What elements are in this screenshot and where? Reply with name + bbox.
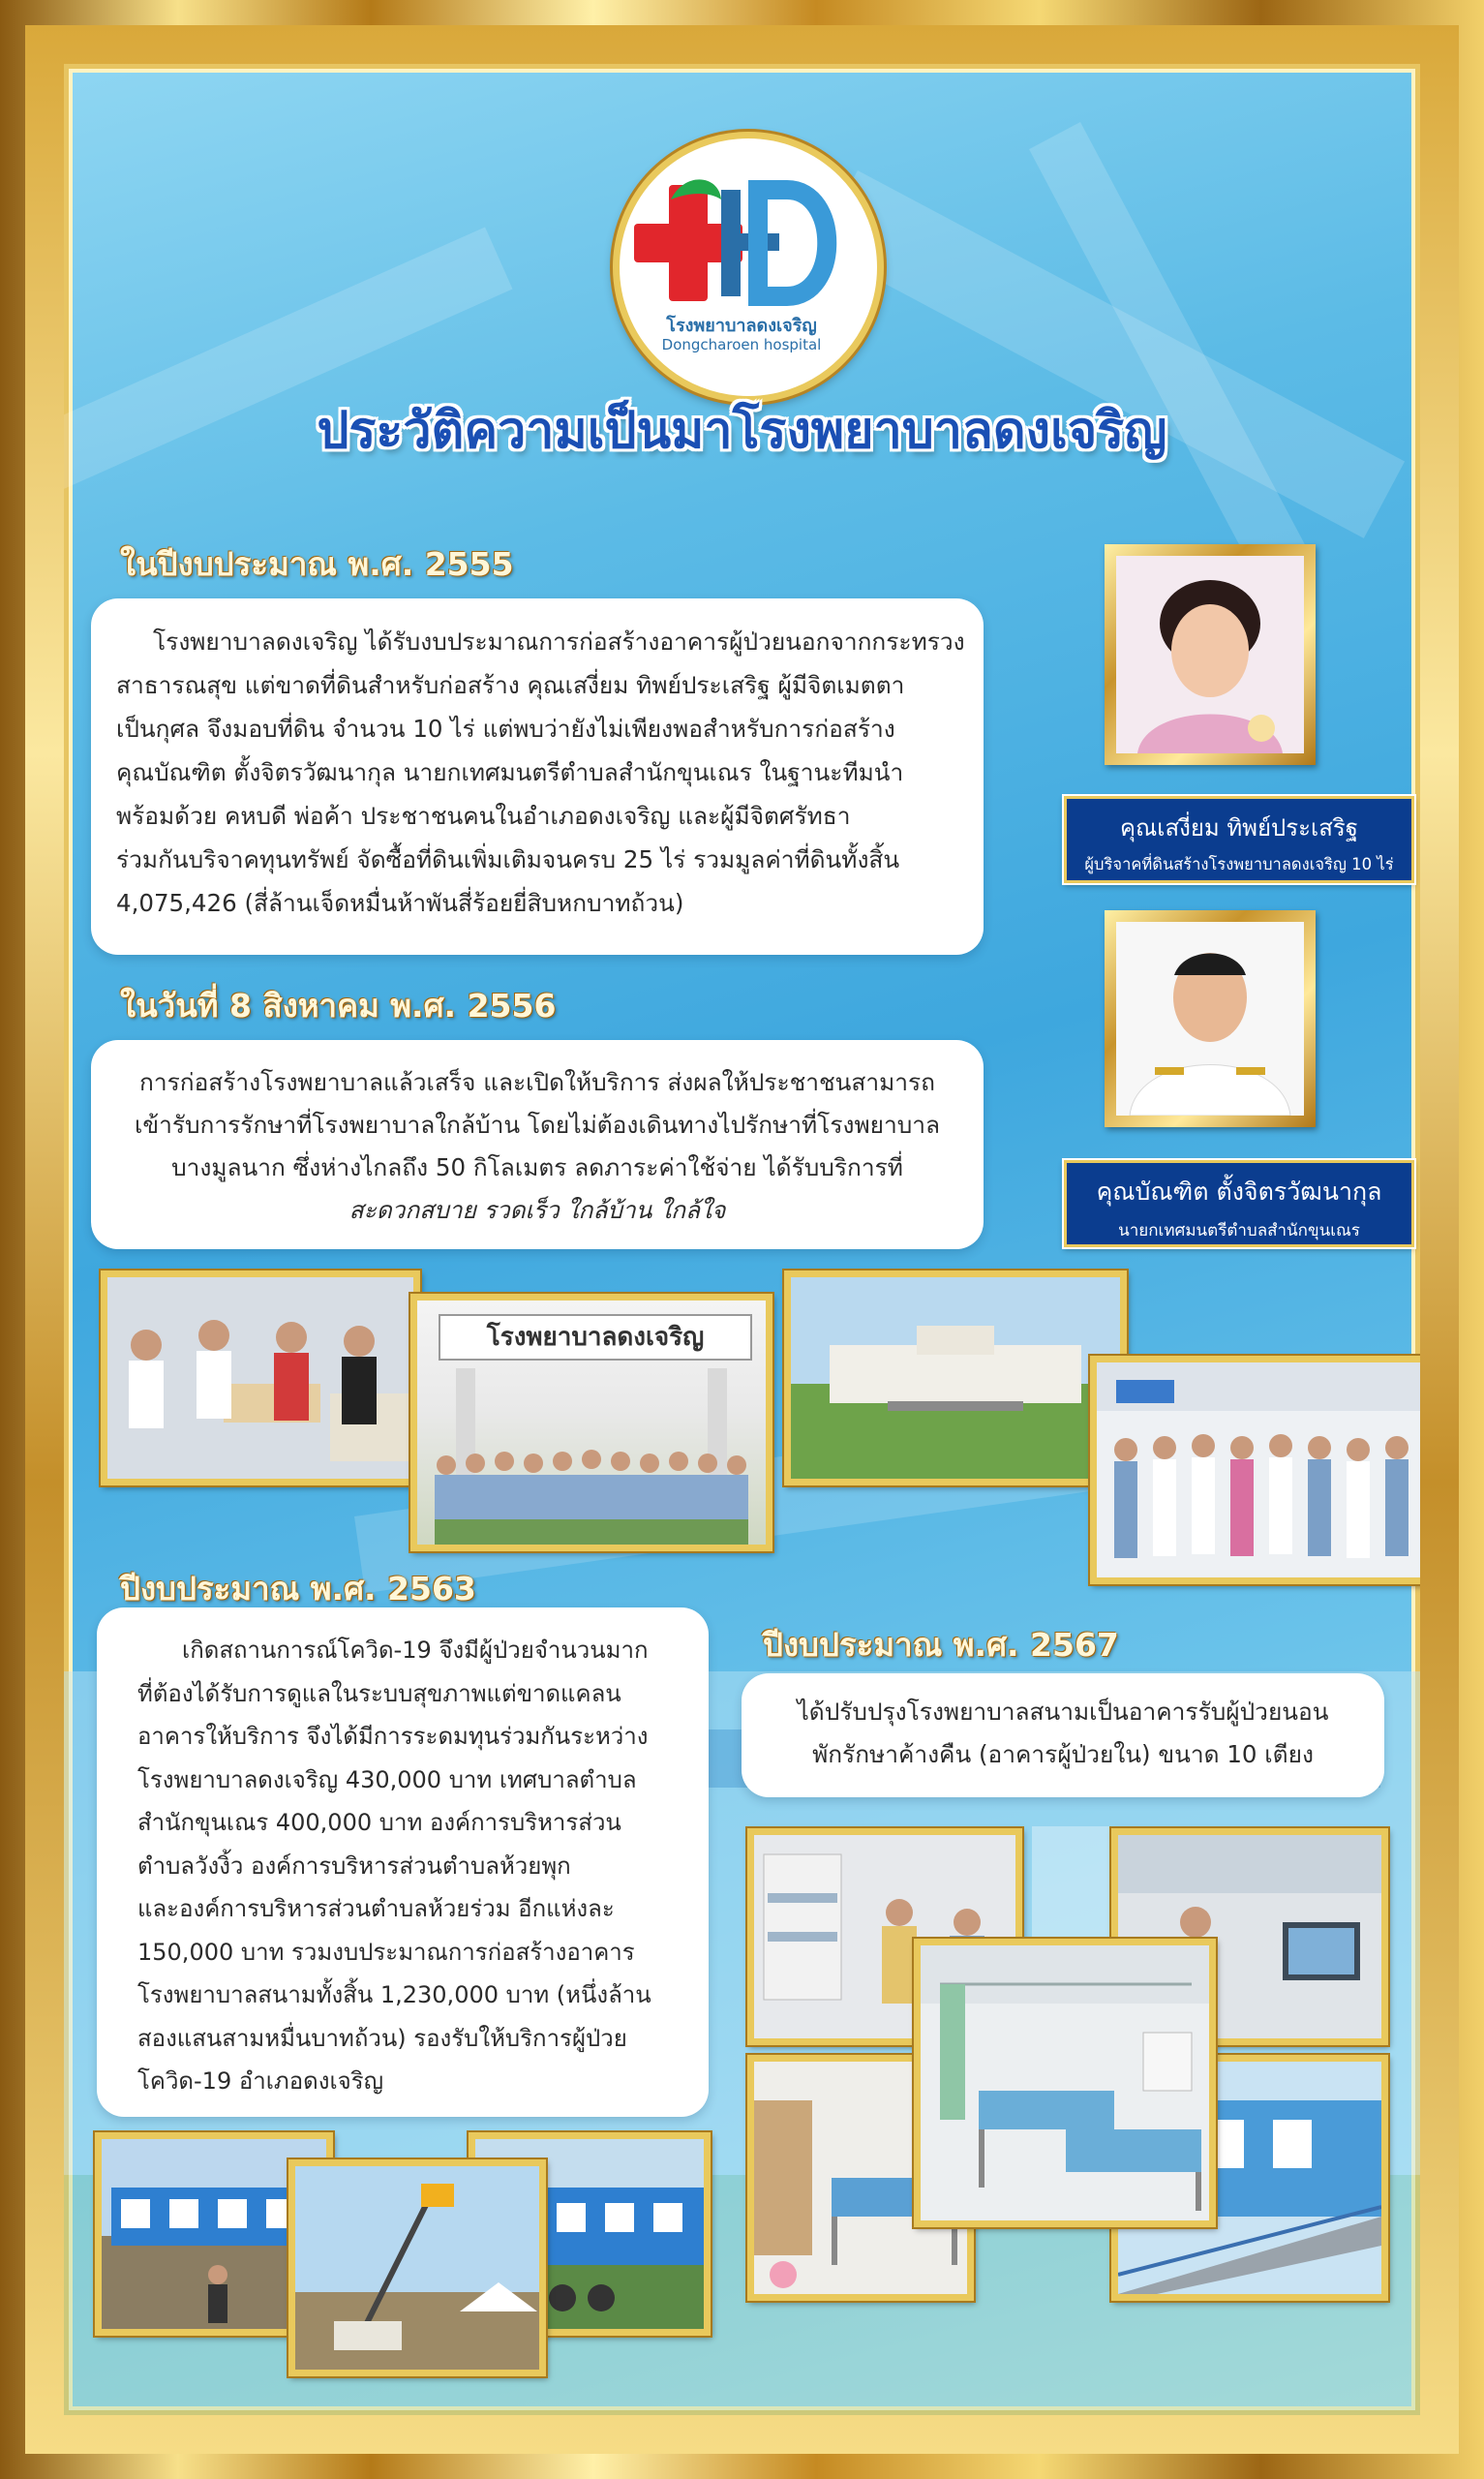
- text-line: ที่ต้องได้รับการดูแลในระบบสุขภาพแต่ขาดแคลน: [137, 1679, 621, 1707]
- text-line: ตำบลวังงิ้ว องค์การบริหารส่วนตำบลห้วยพุก: [137, 1852, 571, 1880]
- text-line: ร่วมกันบริจาคทุนทรัพย์ จัดซื้อที่ดินเพิ่มเติมจนครบ 25 ไร่ รวมมูลค่าที่ดินทั้งสิ้น: [116, 845, 900, 873]
- text-line: โรงพยาบาลดงเจริญ ได้รับงบประมาณการก่อสร้างอาคารผู้ป่วยนอกจากกระทรวง: [153, 627, 965, 656]
- text-line: พักรักษาค้างคืน (อาคารผู้ป่วยใน) ขนาด 10 เตียง: [812, 1740, 1314, 1768]
- photo-staff-indoor: [1090, 1356, 1420, 1584]
- crane-construction-photo-icon: [295, 2166, 539, 2370]
- text-line: สะดวกสบาย รวดเร็ว ใกล้บ้าน ใกล้ใจ: [348, 1196, 726, 1224]
- photo-meeting: [101, 1270, 420, 1485]
- text-line: คุณบัณฑิต ตั้งจิตรวัฒนากุล นายกเทศมนตรีตำบลสำนักขุนเณร ในฐานะทีมนำ: [116, 758, 904, 786]
- photo-construction-2: [288, 2159, 546, 2376]
- section-card-2567: [742, 1673, 1384, 1797]
- text-line: อาคารให้บริการ จึงได้มีการระดมทุนร่วมกันระหว่าง: [137, 1723, 649, 1750]
- section-heading-2567: ปีงบประมาณ พ.ศ. 2567: [763, 1626, 1119, 1664]
- hospital-building-photo-icon: [791, 1277, 1120, 1479]
- nameplate-2: [1064, 1160, 1414, 1247]
- staff-group-photo-icon: [417, 1301, 766, 1545]
- hospital-logo: [613, 132, 884, 403]
- staff-group-photo-icon: [1097, 1362, 1420, 1577]
- person-role: ผู้บริจาคที่ดินสร้างโรงพยาบาลดงเจริญ 10 ไร่: [1084, 855, 1394, 873]
- text-line: บางมูลนาก ซึ่งห่างไกลถึง 50 กิโลเมตร ลดภาระค่าใช้จ่าย ได้รับบริการที่: [171, 1153, 903, 1181]
- hospital-sign-text: โรงพยาบาลดงเจริญ: [439, 1314, 752, 1361]
- text-line: และองค์การบริหารส่วนตำบลห้วยร่วม อีกแห่งละ: [137, 1895, 615, 1922]
- portrait-frame-1: [1105, 544, 1316, 765]
- person-portrait-icon: [1116, 556, 1304, 753]
- portrait-photo-1: [1116, 556, 1304, 753]
- photo-staff-sign: [410, 1294, 772, 1551]
- text-line: พร้อมด้วย คหบดี พ่อค้า ประชาชนคนในอำเภอดงเจริญ และผู้มีจิตศรัทธา: [116, 802, 851, 830]
- section-card-2556: [91, 1040, 984, 1249]
- text-line: 150,000 บาท รวมงบประมาณการก่อสร้างอาคาร: [137, 1938, 635, 1966]
- text-line: โควิด-19 อำเภอดงเจริญ: [137, 2067, 384, 2095]
- section-card-2563: [97, 1607, 709, 2117]
- text-line: สำนักขุนเณร 400,000 บาท องค์การบริหารส่วน: [137, 1809, 621, 1836]
- text-line: โรงพยาบาลดงเจริญ 430,000 บาท เทศบาลตำบล: [137, 1765, 637, 1793]
- text-line: เกิดสถานการณ์โควิด-19 จึงมีผู้ป่วยจำนวนมาก: [182, 1637, 649, 1664]
- section-heading-2555: ในปีงบประมาณ พ.ศ. 2555: [120, 545, 514, 583]
- text-line: เป็นกุศล จึงมอบที่ดิน จำนวน 10 ไร่ แต่พบว่ายังไม่เพียงพอสำหรับการก่อสร้าง: [116, 715, 895, 743]
- photo-hospital-exterior: [784, 1270, 1127, 1485]
- page-title: ประวัติความเป็นมาโรงพยาบาลดงเจริญ: [317, 402, 1167, 460]
- section-heading-2556: ในวันที่ 8 สิงหาคม พ.ศ. 2556: [120, 987, 557, 1025]
- hospital-cross-icon: [613, 132, 870, 325]
- text-line: ได้ปรับปรุงโรงพยาบาลสนามเป็นอาคารรับผู้ป่วยนอน: [797, 1698, 1329, 1726]
- text-line: 4,075,426 (สี่ล้านเจ็ดหมื่นห้าพันสี่ร้อยยี่สิบหกบาทถ้วน): [116, 889, 684, 917]
- logo-english-name: Dongcharoen hospital: [661, 336, 822, 353]
- text-line: สาธารณสุข แต่ขาดที่ดินสำหรับก่อสร้าง คุณเสงี่ยม ทิพย์ประเสริฐ ผู้มีจิตเมตตา: [116, 671, 905, 699]
- text-line: สองแสนสามหมื่นบาทถ้วน) รองรับให้บริการผู้ป่วย: [137, 2024, 627, 2052]
- poster-canvas: [64, 64, 1420, 2415]
- photo-ward-beds: [914, 1939, 1216, 2227]
- meeting-photo-icon: [107, 1277, 413, 1479]
- person-name: คุณบัณฑิต ตั้งจิตรวัฒนากุล: [1096, 1178, 1382, 1206]
- person-portrait-icon: [1116, 922, 1304, 1116]
- text-line: เข้ารับการรักษาที่โรงพยาบาลใกล้บ้าน โดยไม่ต้องเดินทางไปรักษาที่โรงพยาบาล: [134, 1111, 941, 1139]
- hospital-ward-photo-icon: [921, 1945, 1209, 2220]
- person-role: นายกเทศมนตรีตำบลสำนักขุนเณร: [1118, 1221, 1360, 1240]
- nameplate-1: [1064, 796, 1414, 883]
- person-name: คุณเสงี่ยม ทิพย์ประเสริฐ: [1119, 814, 1359, 842]
- text-line: โรงพยาบาลสนามทั้งสิ้น 1,230,000 บาท (หนึ่งล้าน: [137, 1981, 651, 2008]
- logo-thai-name: โรงพยาบาลดงเจริญ: [666, 316, 817, 336]
- text-line: การก่อสร้างโรงพยาบาลแล้วเสร็จ และเปิดให้บริการ ส่งผลให้ประชาชนสามารถ: [139, 1068, 935, 1096]
- section-heading-2563: ปีงบประมาณ พ.ศ. 2563: [120, 1570, 476, 1607]
- portrait-photo-2: [1116, 922, 1304, 1116]
- section-card-2555: [91, 598, 984, 955]
- portrait-frame-2: [1105, 910, 1316, 1127]
